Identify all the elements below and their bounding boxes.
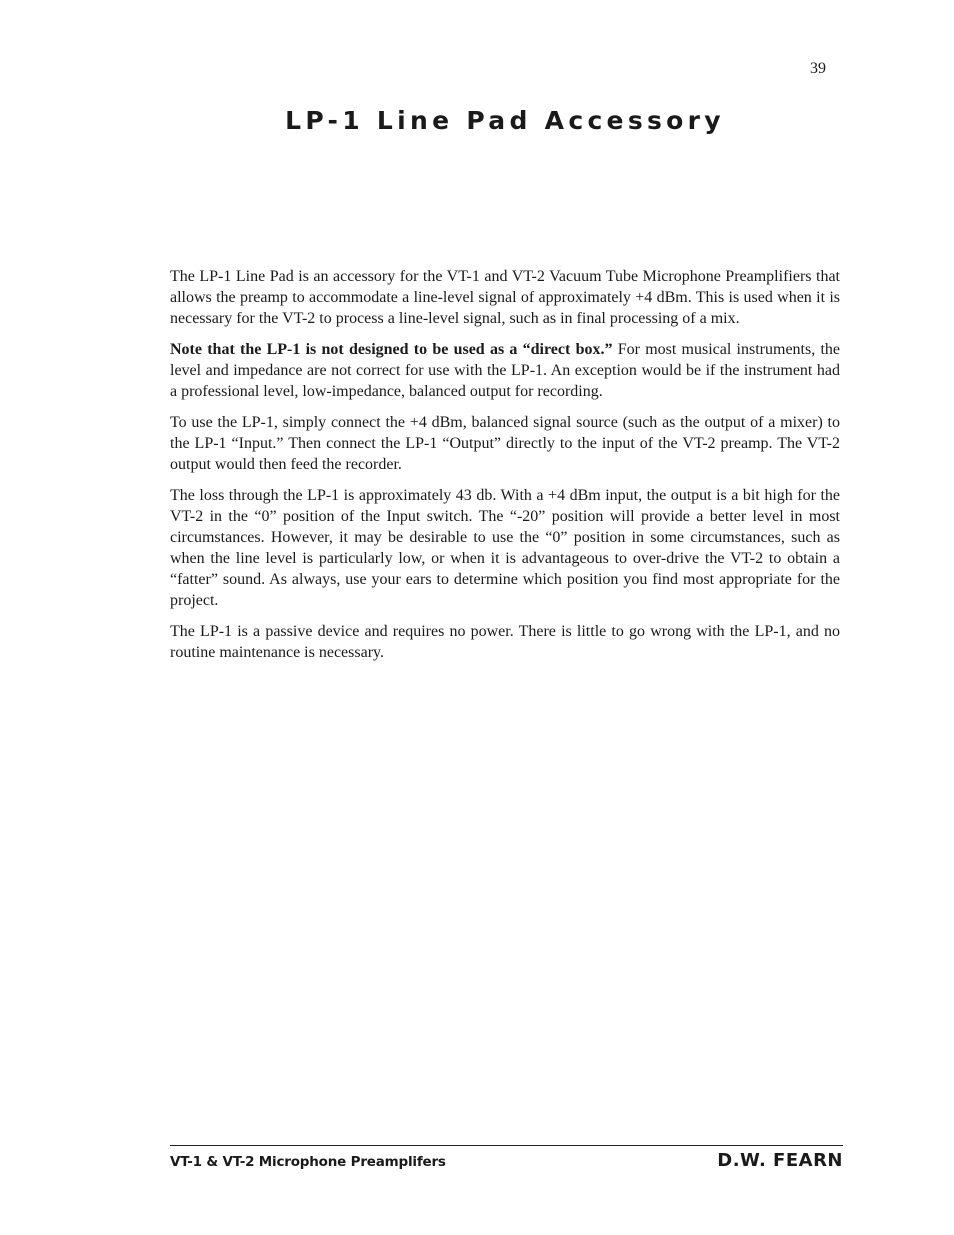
footer-product-name: VT-1 & VT-2 Microphone Preamplifers — [170, 1154, 446, 1170]
footer-brand: D.W. FEARN — [717, 1150, 843, 1171]
paragraph-passive — [170, 621, 840, 663]
paragraph-text: For most musical instruments, the level and impedance are not correct for use with the LP-1. An exception would be if the instrument had a professional level, low-impedance, balanced output for recording. — [170, 341, 840, 400]
paragraph-loss — [170, 485, 840, 611]
paragraph-text: To use the LP-1, simply connect the +4 dBm, balanced signal source (such as the output of a mixer) to the LP-1 “Input.” Then connect the LP-1 “Output” directly to the input of the VT-2 preamp. The VT-2 output would then feed the recorder. — [170, 414, 840, 473]
paragraph-direct-box-note — [170, 339, 840, 402]
paragraph-lead-bold: Note that the LP-1 is not designed to be used as a “direct box.” — [170, 341, 613, 358]
page-title: LP-1 Line Pad Accessory — [285, 106, 725, 135]
body-text — [170, 266, 840, 673]
paragraph-text: The loss through the LP-1 is approximately 43 db. With a +4 dBm input, the output is a bit high for the VT-2 in the “0” position of the Input switch. The “-20” position will provide a better level in most circumstances. However, it may be desirable to use the “0” position in some circumstances, such as when the line level is particularly low, or when it is advantageous to over-drive the VT-2 to obtain a “fatter” sound. As always, use your ears to determine which position you find most appropriate for the project. — [170, 487, 840, 609]
paragraph-text: The LP-1 is a passive device and requires no power. There is little to go wrong with the LP-1, and no routine maintenance is necessary. — [170, 623, 840, 661]
paragraph-intro — [170, 266, 840, 329]
footer-divider — [170, 1145, 843, 1146]
paragraph-text: The LP-1 Line Pad is an accessory for the VT-1 and VT-2 Vacuum Tube Microphone Preamplifiers that allows the preamp to accommodate a line-level signal of approximately +4 dBm. This is used when it is necessary for the VT-2 to process a line-level signal, such as in final processing of a mix. — [170, 268, 840, 327]
page-number: 39 — [810, 60, 826, 77]
paragraph-usage — [170, 412, 840, 475]
